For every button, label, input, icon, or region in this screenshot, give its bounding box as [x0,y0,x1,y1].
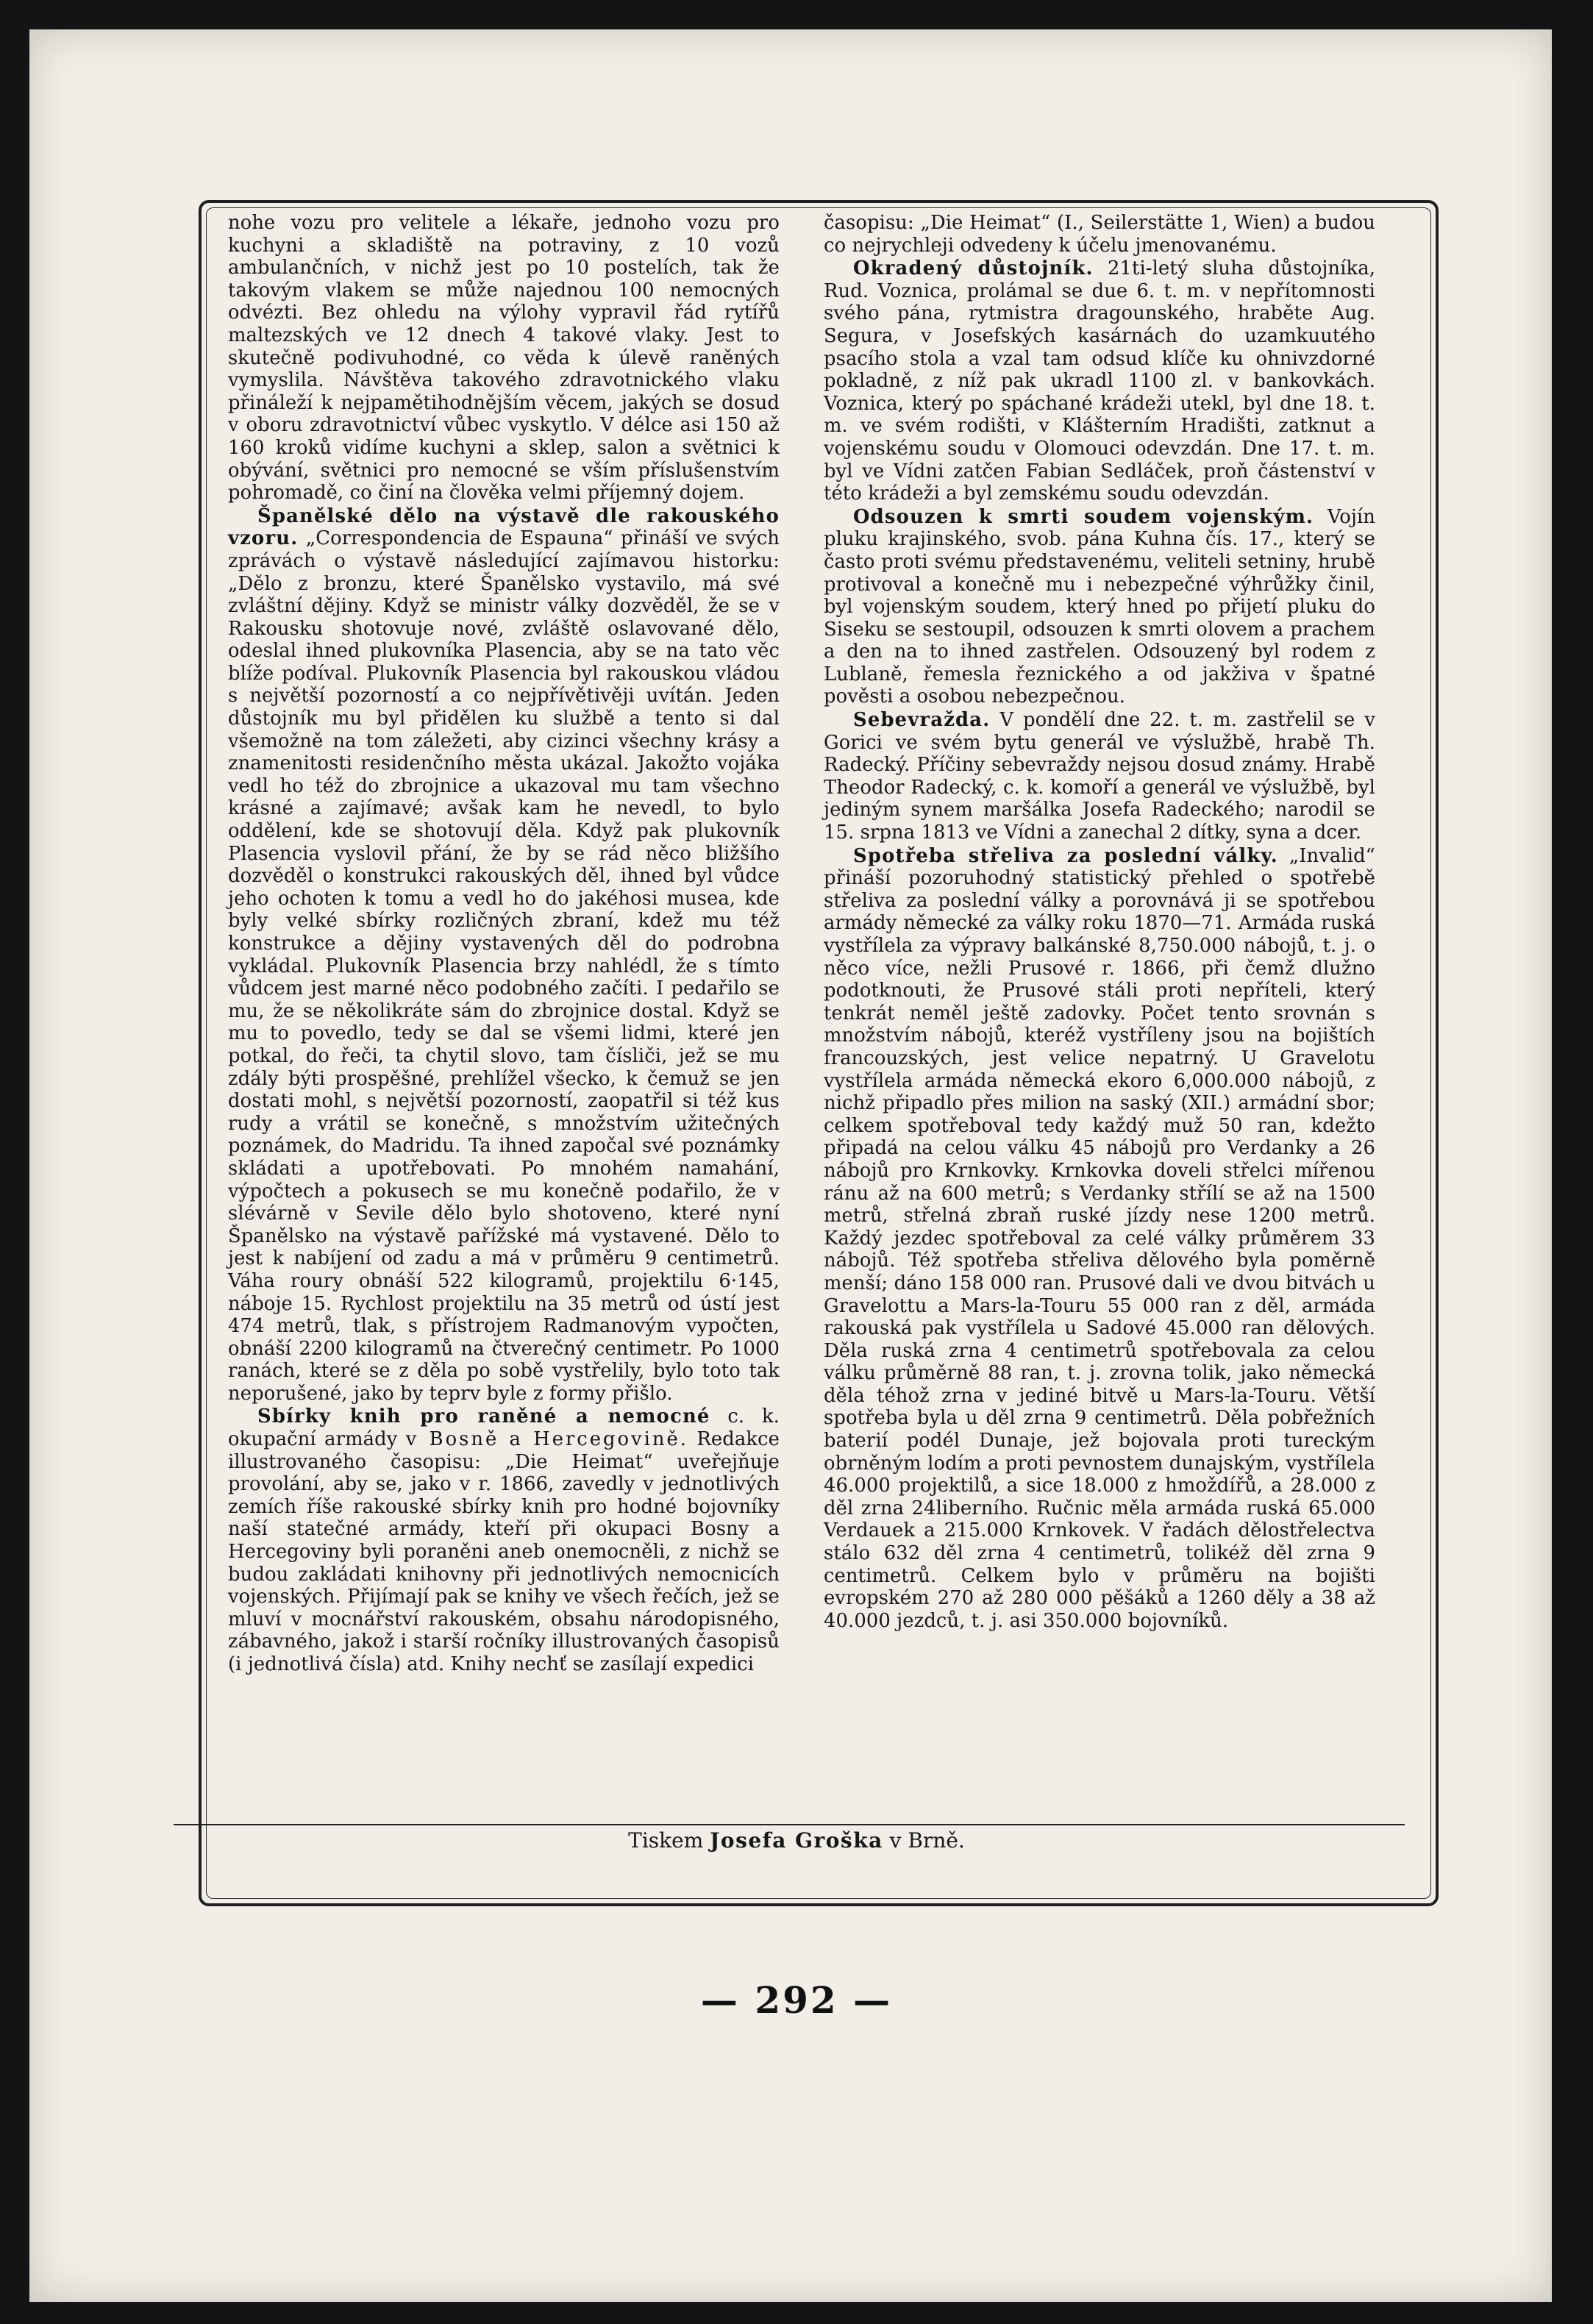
heading-book-collection: Sbírky knih pro raněné a nemocné [257,1405,710,1428]
page-number: — 292 — [700,1978,893,2022]
body-suicide: V pondělí dne 22. t. m. zastřelil se v Gorici ve svém bytu generál ve výslužbě, hrabě Th. Radecký. Příčiny sebevraždy nejsou dosud známy. Hrabě Theodor Radecký, c. k. komoří a generál ve výslužbě, byl jediným synem maršálka Josefa Radeckého; narodil se 15. srpna 1813 ve Vídni a zanechal 2 dítky, syna a dcer. [824,709,1375,844]
article-book-collection [228,1405,780,1675]
body-ammunition: „Invalid“ přináší pozoruhodný statistický přehled o spotřebě střeliva za poslední války a porovnává ji se spotřebou armády německé za války roku 1870—71. Armáda ruská vystřílela za výpravy balkánské 8,750.000 nábojů, t. j. o něco více, nežli Prusové r. 1866, při čemž dlužno podotknouti, že Prusové stáli proti nepříteli, který tenkrát neměl ještě zadovky. Počet tento srovnán s množstvím nábojů, kteréž vystříleny jsou na bojištích francouzských, jest velice nepatrný. U Gravelotu vystřílela armáda německá ekoro 6,000.000 nábojů, z nichž připadlo přes milion na saský (XII.) armádní sbor; celkem spotřeboval tedy každý muž 50 ran, kdežto připadá na celou válku 45 nábojů pro Verdanky a 26 nábojů pro Krnkovky. Krnkovka doveli střelci mířenou ránu až na 600 metrů; s Verdanky střílí se až na 1500 metrů, střelná zbraň ruské jízdy nese 1200 metrů. Každý jezdec spotřeboval za celé války průměrem 33 nábojů. Též spotřeba střeliva dělového byla poměrně menší; dáno 158 000 ran. Prusové dali ve dvou bitvách u Gravelottu a Mars-la-Touru 55 000 ran z děl, armáda rakouská pak vystřílela u Sadové 45.000 ran dělových. Děla ruská zrna 4 centimetrů spotřebovala za celou válku průměrně 88 ran, t. j. zrovna tolik, jako německá děla téhož zrna v jediné bitvě u Mars-la-Touru. Větší spotřeba byla u děl zrna 9 centimetrů. Děla pobřežních baterií podél Dunaje, jež bojovala proti tureckým obrněným lodím a proti pevnostem dunajským, vystřílela 46.000 projektilů, a sice 18.000 z hmoždířů, a 28.000 z děl zrna 24liberního. Ručnic měla armáda ruská 65.000 Verdauek a 215.000 Krnkovek. V řadách dělostřelectva stálo 632 děl zrna 4 centimetrů, tolikéž děl zrna 9 centimetrů. Celkem bylo v průměru na bojišti evropském 270 až 280 000 pěšáků a 1260 děly a 38 až 40.000 jezdců, t. j. asi 350.000 bojovníků. [824,844,1375,1632]
article-robbed-officer [824,257,1375,505]
printer-suffix: v Brně. [889,1828,965,1853]
printer-prefix: Tiskem [628,1828,704,1853]
article-ammunition [824,845,1375,1633]
heading-robbed-officer: Okradený důstojník. [853,257,1094,280]
printer-imprint [0,1828,1593,1853]
article-spanish-cannon [228,505,780,1405]
body-spanish-cannon: „Correspondencia de Espauna“ přináší ve svých zprávách o výstavě následující zajímavou historku: „Dělo z bronzu, které Španělsko vystavilo, má své zvláštní dějiny. Když se ministr války dozvěděl, že se v Rakousku shotovuje nové, zvláště oslavované dělo, odeslal ihned plukovníka Plasencia, aby se na tato věc blíže podíval. Plukovník Plasencia byl rakouskou vládou s největší pozorností a co nejpřívětivěji uvítán. Jeden důstojník mu byl přidělen ku službě a tento si dal všemožně na tom záležeti, aby cizinci všechny krásy a znamenitosti residenčního města ukázal. Jakožto vojáka vedl ho též do zbrojnice a ukazoval mu tam všechno krásné a zajímavé; avšak kam he nevedl, to bylo oddělení, kde se shotovují děla. Když pak plukovník Plasencia vyslovil přání, že by se rád něco bližšího dozvěděl o konstrukci rakouských děl, ihned byl vůdce jeho ochoten k tomu a vedl ho do jakéhosi musea, kde byly velké sbírky rozličných zbraní, kdež mu též konstrukce a dějiny vystavených děl do podrobna vykládal. Plukovník Plasencia brzy nahlédl, že s tímto vůdcem jest marné něco podobného začíti. I pedařilo se mu, že se několikráte sám do zbrojnice dostal. Když se mu to povedlo, tedy se dal se všemi lidmi, které jen potkal, do řeči, ta chytil slovo, tam čísliči, jež se mu zdály býti prospěšné, prehlížel všecko, k čemuž se jen dostati mohl, s největší pozorností, zaopatřil si též kus rudy a vrátil se konečně, s množstvím užitečných poznámek, do Madridu. Ta ihned započal své poznámky skládati a upotřebovati. Po mnohém namahání, výpočtech a pokusech se mu konečně podařilo, že v slévárně v Sevile dělo bylo shotoveno, které nyní Španělsko na výstavě pařížské má vystavené. Dělo to jest k nabíjení od zadu a má v průměru 9 centimetrů. Váha roury obnáší 522 kilogramů, projektilu 6·145, náboje 15. Rychlost projektilu na 35 metrů od ústí jest 474 metrů, tlak, s přístrojem Radmanovým vypočten, obnáší 2200 kilogramů na čtverečný centimetr. Po 1000 ranách, které se z děla po sobě vystřelily, bylo toto tak neporušené, jako by teprv byle z formy přišlo. [228,527,780,1405]
paragraph-heimat-continued: časopisu: „Die Heimat“ (I., Seilerstätte 1, Wien) a budou co nejrychleji odvedeny k účelu jmenovanému. [824,212,1375,257]
heading-suicide: Sebevražda. [853,709,991,732]
heading-ammunition: Spotřeba střeliva za poslední války. [853,844,1278,867]
left-column [228,212,780,1676]
paragraph-hospital-train: nohe vozu pro velitele a lékaře, jednoho vozu pro kuchyni a skladiště na potraviny, z 10 vozů ambulančních, v nichž jest po 10 postelích, tak že takovým vlakem se může najednou 100 nemocných odvézti. Bez ohledu na výlohy vypravil řád rytířů maltezských ve 12 dnech 4 takové vlaky. Jest to skutečně podivuhodné, co věda k úlevě raněných vymyslila. Návštěva takového zdravotnického vlaku přináleží k nejpamětihodnějším věcem, jakých se dosud v oboru zdravotnictví vůbec vyskytlo. V délce asi 150 až 160 kroků vidíme kuchyni a sklep, salon a světnici k obývání, světnici pro nemocné se vším příslušenstvím pohromadě, co činí na člověka velmi příjemný dojem. [228,212,780,505]
article-death-sentence [824,506,1375,708]
subheading-bosnia: v Bosně a Hercegovině. [405,1428,688,1451]
article-suicide [824,709,1375,844]
printer-name: Josefa Groška [710,1828,883,1853]
heading-death-sentence: Odsouzen k smrti soudem vojenským. [853,505,1314,528]
body-book-collection: Redakce illustrovaného časopisu: „Die Heimat“ uveřejňuje provolání, aby se, jako v r. 1866, zavedly v jednotlivých zemích říše rakouské sbírky knih pro hodné bojovníky naší statečné armády, kteří při okupaci Bosny a Hercegoviny byli poraněni aneb onemocněli, z nichž se budou zakládati knihovny při jednotlivých nemocnicích vojenských. Přijímají pak se knihy ve všech řečích, jež se mluví v mocnářství rakouském, obsahu národopisného, zábavného, jakož i starší ročníky illustrovaných časopisů (i jednotlivá čísla) atd. Knihy nechť se zasílají expedici [228,1428,780,1675]
heading-spanish-cannon: Španělské dělo na výstavě dle rakouského vzoru. [228,505,780,550]
body-death-sentence: Vojín pluku krajinského, svob. pána Kuhna čís. 17., který se často proti svému představenému, veliteli setniny, hrubě protivoval a konečně mu i nebezpečné výhrůžky činil, byl vojenským soudem, který hned po přijetí pluku do Siseku se sestoupil, odsouzen k smrti olovem a prachem a den na to ihned zastřelen. Odsouzený byl rodem z Lublaně, řemesla řeznického a od jakživa v špatné pověsti a osobou nebezpečnou. [824,505,1375,708]
footer-divider [174,1824,1405,1825]
right-column [824,212,1375,1632]
subheading-army: c. k. okupační armády [228,1405,780,1451]
body-robbed-officer: 21ti-letý sluha důstojníka, Rud. Voznica, prolámal se due 6. t. m. v nepřítomnosti svého pána, rytmistra dragounského, hraběte Aug. Segura, v Josefských kasárnách do uzamkuutého psacího stola a vzal tam odsud klíče ku ohnivzdorné pokladně, z níž pak ukradl 1100 zl. v bankovkách. Voznica, který po spáchané krádeži utekl, byl dne 18. t. m. ve svém rodišti, v Klášterním Hradišti, zatknut a vojenskému soudu v Olomouci odevzdán. Dne 17. t. m. byl ve Vídni zatčen Fabian Sedláček, proň částenství v této krádeži a byl zemskému soudu odevzdán. [824,257,1375,505]
